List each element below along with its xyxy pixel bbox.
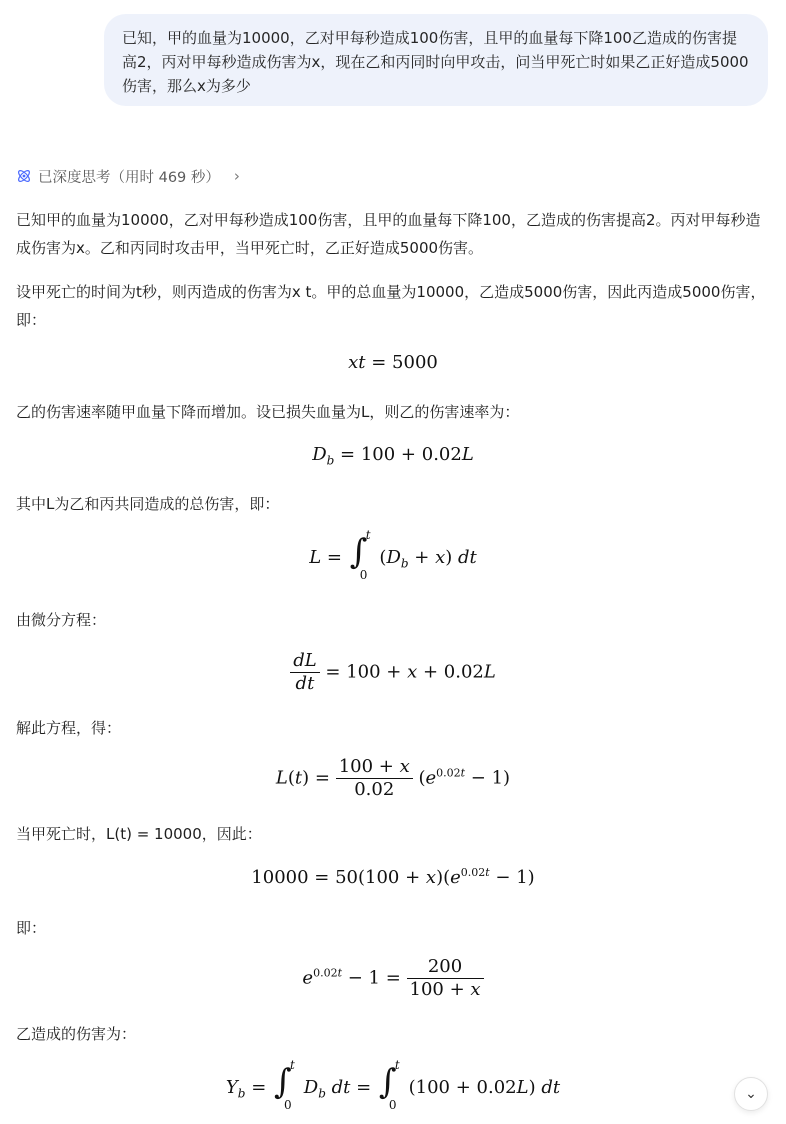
chevron-down-icon: ⌄ — [745, 1086, 757, 1102]
answer-paragraph: 解此方程，得： — [16, 719, 122, 737]
answer-paragraph: 当甲死亡时，L(t) = 10000，因此： — [16, 825, 262, 843]
chevron-right-icon: › — [233, 167, 240, 185]
thinking-label: 已深度思考（用时 469 秒） — [38, 169, 220, 186]
atom-icon — [16, 168, 32, 184]
answer-paragraph: 即： — [16, 919, 47, 937]
equation-solution: L(t) = $\frac{100 + x}{0.02}$ $(e^{0.02t} - 1)$ — [275, 756, 511, 800]
answer-paragraph: 已知甲的血量为10000，乙对甲每秒造成100伤害，且甲的血量每下降100，乙造成的伤害提高2。丙对甲每秒造成伤害为x。乙和丙同时攻击甲，当甲死亡时，乙正好造成5000伤害。 — [16, 211, 761, 257]
answer-paragraph: 设甲死亡的时间为t秒，则丙造成的伤害为x t。甲的总血量为10000，乙造成5000伤害，因此丙造成5000伤害，即： — [16, 283, 766, 329]
thinking-toggle[interactable] — [16, 164, 240, 188]
scroll-to-bottom-button[interactable] — [734, 1077, 768, 1111]
equation-exponential: $e^{0.02t} - 1$ = $\frac{200}{100 + x}$ — [0, 956, 786, 1001]
answer-paragraph: 乙造成的伤害为： — [16, 1025, 137, 1043]
equation-damage-rate: $D_b = 100 + 0.02L$ — [312, 444, 474, 468]
equation-b-damage: $Y_b$ = ∫ t 0 $D_b$ dt = ∫ t 0 (100 + 0.02L) dt — [225, 1058, 561, 1112]
answer-paragraph: 由微分方程： — [16, 611, 107, 629]
user-message-bubble: 已知，甲的血量为10000，乙对甲每秒造成100伤害，且甲的血量每下降100乙造成的伤害提高2，丙对甲每秒造成伤害为x，现在乙和丙同时向甲攻击，问当甲死亡时如果乙正好造成5000伤害，那么x为多少 — [104, 14, 768, 106]
equation-death-condition: $10000 = 50(100 + x)(e^{0.02t} - 1)$ — [251, 866, 535, 888]
answer-paragraph: 乙的伤害速率随甲血量下降而增加。设已损失血量为L，则乙的伤害速率为： — [16, 403, 520, 421]
equation-total-damage: L = ∫ t 0 $(D_b + x)$ dt — [309, 528, 477, 582]
answer-paragraph: 其中L为乙和丙共同造成的总伤害，即： — [16, 495, 280, 513]
equation-xt: xt = 5000 — [348, 352, 438, 373]
equation-differential: $\frac{dL}{dt}$ = 100 + x + 0.02L — [0, 650, 786, 695]
